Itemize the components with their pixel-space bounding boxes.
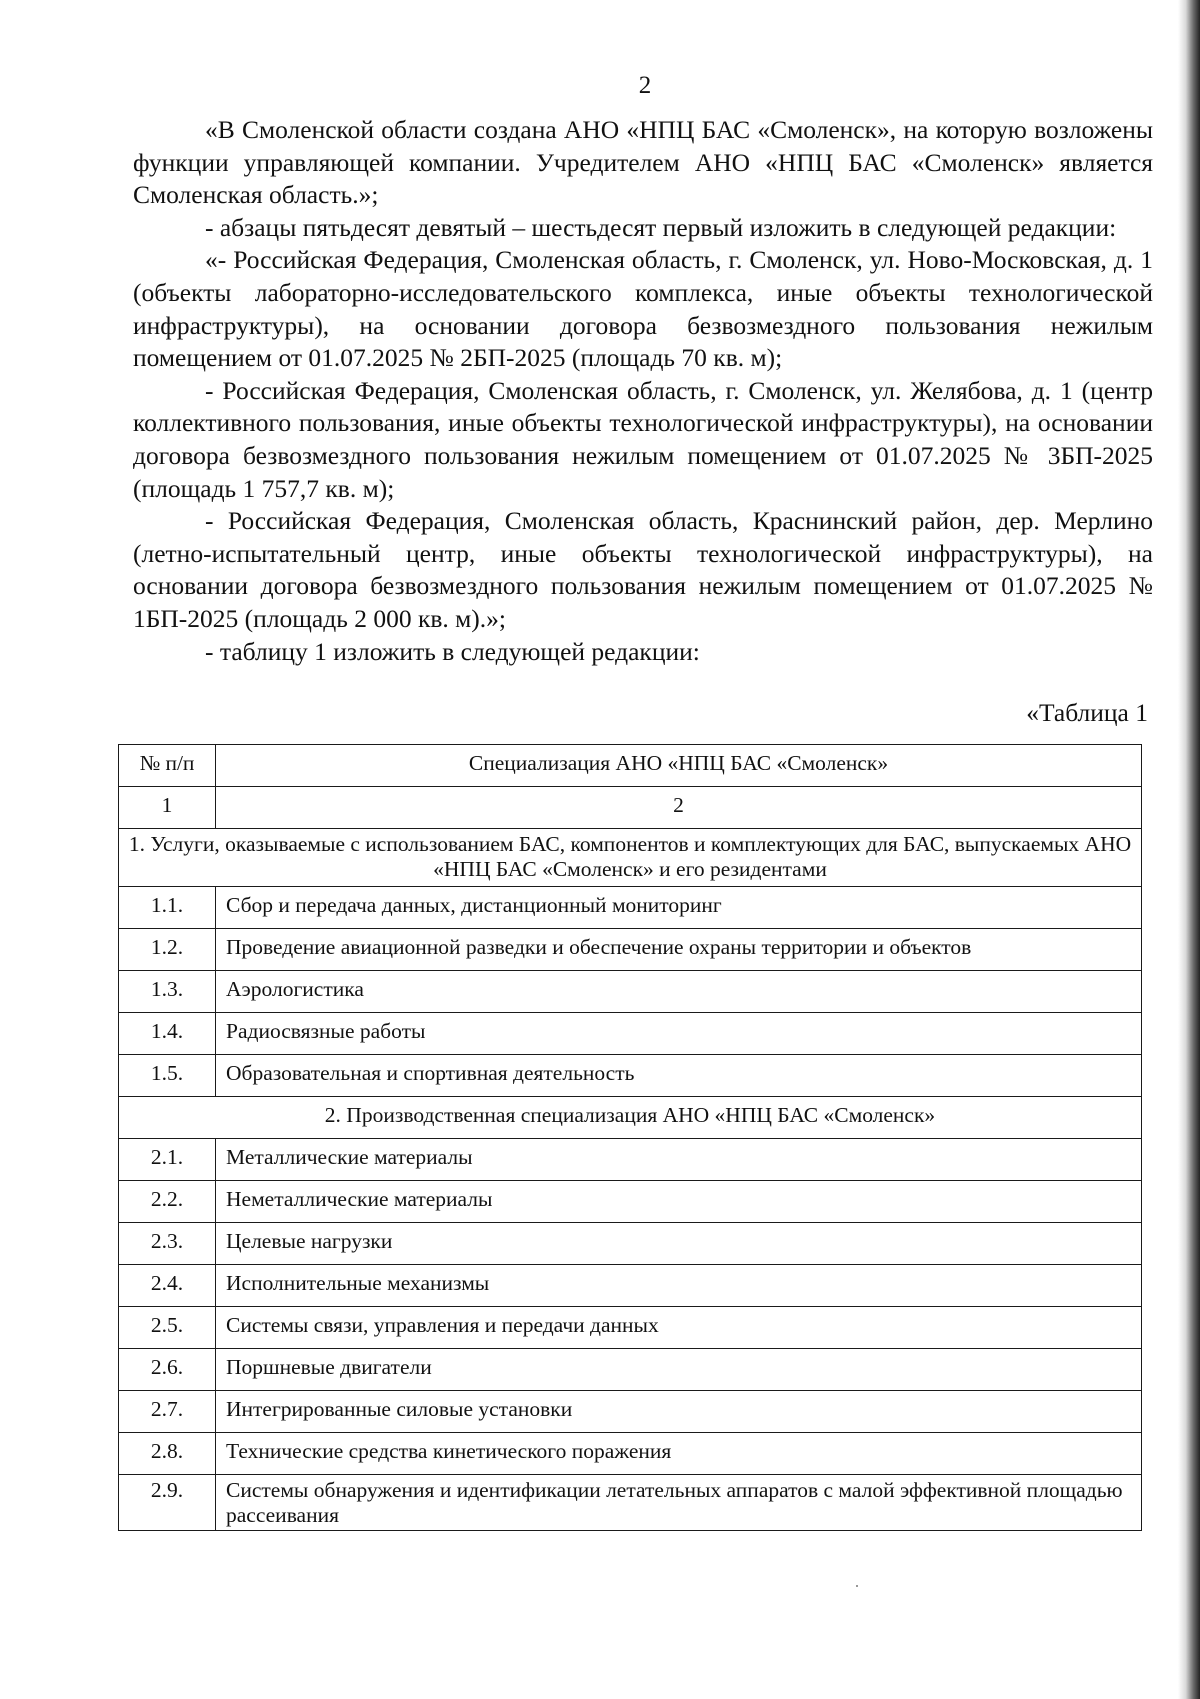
table-row [119,1265,1142,1307]
index-col-num: 1 [119,787,216,829]
row-number: 2.5. [119,1307,216,1349]
page-number: 2 [638,72,652,99]
paragraph: - абзацы пятьдесят девятый – шестьдесят первый изложить в следующей редакции: [205,212,1117,242]
row-number: 2.2. [119,1181,216,1223]
table-row [119,1013,1142,1055]
row-number: 2.6. [119,1349,216,1391]
amendment-text [133,114,1153,668]
table-row [119,971,1142,1013]
row-text: Аэрологистика [216,971,1142,1013]
row-number: 1.4. [119,1013,216,1055]
table-row [119,1391,1142,1433]
row-number: 1.5. [119,1055,216,1097]
row-text: Поршневые двигатели [216,1349,1142,1391]
scan-edge-shadow [1178,0,1200,1699]
row-text: Технические средства кинетического поражения [216,1433,1142,1475]
table-row [119,887,1142,929]
table-caption: «Таблица 1 [1026,698,1148,727]
row-number: 2.8. [119,1433,216,1475]
section-1-title-row [119,829,1142,887]
row-text: Радиосвязные работы [216,1013,1142,1055]
paragraph: - Российская Федерация, Смоленская область, г. Смоленск, ул. Желябова, д. 1 (центр коллективного пользования, иные объекты технологической инфраструктуры), на основании договора безвозмездного пользования нежилым помещением от 01.07.2025 № 3БП-2025 (площадь 1 757,7 кв. м); [133,375,1153,503]
row-text: Интегрированные силовые установки [216,1391,1142,1433]
section-1-title: 1. Услуги, оказываемые с использованием БАС, компонентов и комплектующих для БАС, выпускаемых АНО «НПЦ БАС «Смоленск» и его резидентами [119,829,1142,887]
row-number: 2.7. [119,1391,216,1433]
table-row [119,1055,1142,1097]
row-text: Проведение авиационной разведки и обеспечение охраны территории и объектов [216,929,1142,971]
table-row [119,1433,1142,1475]
row-number: 2.4. [119,1265,216,1307]
section-2-title: 2. Производственная специализация АНО «НПЦ БАС «Смоленск» [119,1097,1142,1139]
row-text: Исполнительные механизмы [216,1265,1142,1307]
header-col-spec: Специализация АНО «НПЦ БАС «Смоленск» [216,745,1142,787]
row-number: 1.3. [119,971,216,1013]
table-row [119,1139,1142,1181]
row-text: Образовательная и спортивная деятельность [216,1055,1142,1097]
row-number: 1.2. [119,929,216,971]
table-row [119,1475,1142,1531]
table-row [119,1349,1142,1391]
paragraph: «- Российская Федерация, Смоленская область, г. Смоленск, ул. Ново-Московская, д. 1 (объекты лабораторно-исследовательского комплекса, иные объекты технологической инфраструктуры), на основании договора безвозмездного пользования нежилым помещением от 01.07.2025 № 2БП-2025 (площадь 70 кв. м); [133,245,1153,373]
header-col-num: № п/п [119,745,216,787]
row-text: Металлические материалы [216,1139,1142,1181]
paragraph: - таблицу 1 изложить в следующей редакции: [205,636,700,666]
table-header-row [119,745,1142,787]
row-number: 2.3. [119,1223,216,1265]
table-row [119,1181,1142,1223]
index-col-spec: 2 [216,787,1142,829]
row-text: Неметаллические материалы [216,1181,1142,1223]
table-row [119,929,1142,971]
row-number: 1.1. [119,887,216,929]
table-row [119,1307,1142,1349]
row-text: Целевые нагрузки [216,1223,1142,1265]
specialization-table [118,744,1142,1531]
table-row [119,1223,1142,1265]
scan-speck [856,1585,858,1587]
table-index-row [119,787,1142,829]
row-text: Сбор и передача данных, дистанционный мониторинг [216,887,1142,929]
row-text: Системы связи, управления и передачи данных [216,1307,1142,1349]
row-text: Системы обнаружения и идентификации летательных аппаратов с малой эффективной площадью рассеивания [216,1475,1142,1531]
paragraph: «В Смоленской области создана АНО «НПЦ БАС «Смоленск», на которую возложены функции управляющей компании. Учредителем АНО «НПЦ БАС «Смоленск» является Смоленская область.»; [133,115,1153,210]
section-2-title-row [119,1097,1142,1139]
row-number: 2.9. [119,1475,216,1531]
paragraph: - Российская Федерация, Смоленская область, Краснинский район, дер. Мерлино (летно-испытательный центр, иные объекты технологической инфраструктуры), на основании договора безвозмездного пользования нежилым помещением от 01.07.2025 № 1БП-2025 (площадь 2 000 кв. м).»; [133,506,1153,633]
row-number: 2.1. [119,1139,216,1181]
